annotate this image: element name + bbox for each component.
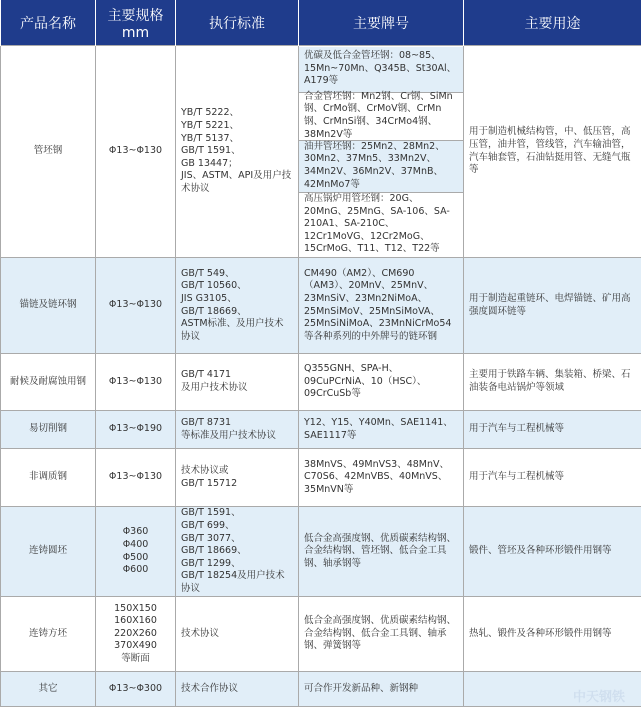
grades-text: 油井管坯钢：25Mn2、28Mn2、30Mn2、37Mn5、33Mn2V、34Mn2V、36Mn2V、37MnB、42MnMo7等 bbox=[304, 140, 445, 190]
product-spec: Φ13~Φ130 bbox=[96, 449, 176, 507]
product-spec: Φ13~Φ130 bbox=[96, 258, 176, 354]
product-grades: 低合金高强度钢、优质碳素结构钢、合金结构钢、低合金工具钢、轴承钢、弹簧钢等 bbox=[299, 597, 464, 672]
product-spec: Φ13~Φ300 bbox=[96, 672, 176, 707]
product-standard: 技术协议 bbox=[176, 597, 299, 672]
header-standard: 执行标准 bbox=[176, 0, 299, 46]
product-usage: 热轧、锻件及各种环形锻件用钢等 bbox=[464, 597, 641, 672]
product-grades: Y12、Y15、Y40Mn、SAE1141、SAE1117等 bbox=[299, 411, 464, 449]
product-name: 耐候及耐腐蚀用钢 bbox=[1, 354, 96, 411]
product-standard: YB/T 5222、 YB/T 5221、 YB/T 5137、 GB/T 1591、 GB 13447； JIS、ASTM、API及用户技术协议 bbox=[176, 46, 299, 258]
product-grades-group bbox=[299, 46, 464, 258]
grades-subgroup bbox=[299, 141, 463, 193]
product-usage: 用于汽车与工程机械等 bbox=[464, 449, 641, 507]
product-grades: 可合作开发新品种、新钢种 bbox=[299, 672, 464, 707]
grades-subgroup bbox=[299, 47, 463, 93]
product-spec: Φ13~Φ130 bbox=[96, 354, 176, 411]
grades-subgroup bbox=[299, 90, 463, 141]
grades-subgroup bbox=[299, 193, 463, 257]
grades-text: 合金管坯钢：Mn2钢、Cr钢、SiMn钢、CrMo钢、CrMoV钢、CrMn钢、CrMnSi钢、34CrMo4钢、38Mn2V等 bbox=[304, 90, 453, 140]
product-spec: Φ13~Φ190 bbox=[96, 411, 176, 449]
product-usage: 用于汽车与工程机械等 bbox=[464, 411, 641, 449]
product-grades: CM490（AM2）、CM690（AM3）、20MnV、25MnV、23MnSiV、23Mn2NiMoA、25MnSiMoV、25MnSiMoVA、25MnSiNiMoA、23MnNiCrMo54等各种系列的中外牌号的链环钢 bbox=[299, 258, 464, 354]
table-row bbox=[1, 507, 641, 597]
product-standard: GB/T 549、 GB/T 10560、 JIS G3105、 GB/T 18669、 ASTM标准、及用户技术协议 bbox=[176, 258, 299, 354]
header-product-name: 产品名称 bbox=[1, 0, 96, 46]
product-name: 锚链及链环钢 bbox=[1, 258, 96, 354]
header-grades: 主要牌号 bbox=[299, 0, 464, 46]
product-spec: Φ360 Φ400 Φ500 Φ600 bbox=[96, 507, 176, 597]
product-grades: 38MnVS、49MnVS3、48MnV、C70S6、42MnVBS、40MnVS、35MnVN等 bbox=[299, 449, 464, 507]
product-standard: 技术协议或 GB/T 15712 bbox=[176, 449, 299, 507]
product-standard: GB/T 1591、 GB/T 699、 GB/T 3077、 GB/T 18669、 GB/T 1299、 GB/T 18254及用户技术协议 bbox=[176, 507, 299, 597]
brand-watermark: 中天钢铁 bbox=[572, 690, 625, 705]
product-name: 非调质钢 bbox=[1, 449, 96, 507]
table-header-row bbox=[1, 0, 641, 46]
table-row bbox=[1, 449, 641, 507]
product-grades: 低合金高强度钢、优质碳素结构钢、合金结构钢、管坯钢、低合金工具钢、轴承钢等 bbox=[299, 507, 464, 597]
table-row bbox=[1, 597, 641, 672]
header-usage: 主要用途 bbox=[464, 0, 641, 46]
product-name: 管坯钢 bbox=[1, 46, 96, 258]
product-spec: Φ13~Φ130 bbox=[96, 46, 176, 258]
product-spec: 150X150 160X160 220X260 370X490 等断面 bbox=[96, 597, 176, 672]
product-usage: 用于制造起重链环、电焊锚链、矿用高强度圆环链等 bbox=[464, 258, 641, 354]
header-spec: 主要规格mm bbox=[96, 0, 176, 46]
table-row bbox=[1, 258, 641, 354]
table-row bbox=[1, 411, 641, 449]
product-grades: Q355GNH、SPA-H、09CuPCrNiA、10（HSC）、09CrCuSb等 bbox=[299, 354, 464, 411]
grades-text: 优碳及低合金管坯钢：08~85、15Mn~70Mn、Q345B、St30Al、A179等 bbox=[304, 50, 457, 87]
product-usage: 主要用于铁路车辆、集装箱、桥梁、石油装备电站锅炉等领域 bbox=[464, 354, 641, 411]
product-name: 易切削钢 bbox=[1, 411, 96, 449]
grades-text: 高压锅炉用管坯钢：20G、20MnG、25MnG、SA-106、SA-210A1、SA-210C、12Cr1MoVG、12Cr2MoG、15CrMoG、T11、T12、T22等 bbox=[304, 193, 450, 255]
product-standard: GB/T 4171 及用户技术协议 bbox=[176, 354, 299, 411]
product-standard: GB/T 8731 等标准及用户技术协议 bbox=[176, 411, 299, 449]
product-name: 连铸圆坯 bbox=[1, 507, 96, 597]
table-row bbox=[1, 46, 641, 258]
table-row bbox=[1, 354, 641, 411]
product-usage: 用于制造机械结构管，中、低压管，高压管，油井管，管线管，汽车输油管，汽车轴套管，石油钻挺用管、无缝气瓶等 bbox=[464, 46, 641, 258]
product-standard: 技术合作协议 bbox=[176, 672, 299, 707]
product-name: 其它 bbox=[1, 672, 96, 707]
table-row bbox=[1, 672, 641, 707]
product-name: 连铸方坯 bbox=[1, 597, 96, 672]
product-usage: 锻件、管坯及各种环形锻件用钢等 bbox=[464, 507, 641, 597]
